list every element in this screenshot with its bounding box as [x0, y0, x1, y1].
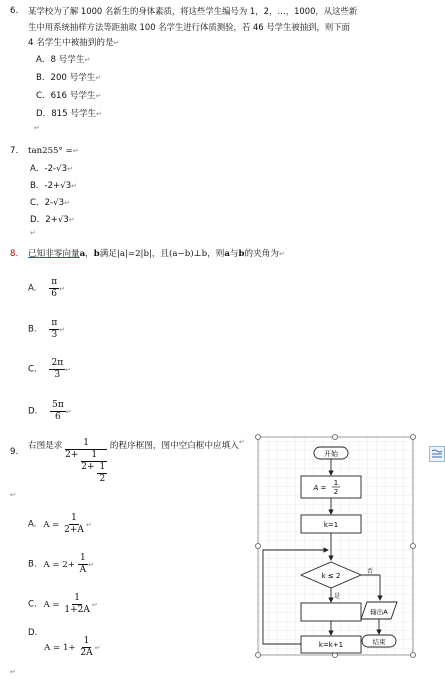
nested-fraction: 1 2+ 1 2+ $\frac{1}{2}$ — [65, 438, 106, 484]
flow-end-label: 结束 — [372, 638, 386, 646]
q6-option-c: C．616 号学生↵ — [36, 91, 102, 101]
q6-number: 6. — [10, 6, 19, 16]
q6-option-b: B．200 号学生↵ — [36, 73, 102, 83]
flow-assign-num: 1 — [333, 479, 339, 487]
fraction: $\frac{5\pi}{6}$ — [52, 400, 64, 422]
q8-option-a: A. $\frac{\pi}{6}$ ↵ — [28, 277, 65, 299]
flowchart[interactable] — [250, 432, 422, 662]
fraction: $\frac{\pi}{3}$ — [51, 318, 58, 340]
flow-blank-box — [301, 603, 361, 621]
flow-condition-label: k ≤ 2 — [321, 572, 341, 580]
fraction: $\frac{\pi}{6}$ — [51, 277, 58, 299]
q7-option-c: C．2-√3↵ — [30, 198, 70, 208]
q8-option-c: C. $\frac{2\pi}{3}$ ↵ — [28, 358, 71, 380]
q8-stem: 已知非零向量a，b满足|a|=2|b|，且(a−b)⊥b，则a与b的夹角为↵ — [28, 249, 285, 259]
q9-option-a: A. A = $\frac{1}{2+A}$ ↵ — [28, 513, 92, 535]
q7-stem: tan255° =↵ — [28, 146, 79, 156]
q6-line3-text: 4 名学生中被抽到的是 — [28, 38, 114, 48]
q9-number: 9. — [10, 447, 19, 457]
para-mark: ↵ — [10, 491, 16, 499]
flow-output-label: 输出A — [370, 608, 388, 616]
q6-option-d: D．815 号学生↵ — [36, 109, 103, 119]
q9-option-d: D. A = 1+ $\frac{1}{2A}$ $_↵$ — [28, 628, 101, 658]
para-mark: ↵ — [30, 229, 36, 237]
q6-line2: 生中用系统抽样方法等距抽取 100 名学生进行体质测验，若 46 号学生被抽到，则下面 — [28, 22, 351, 32]
flowchart-grid — [258, 437, 413, 655]
q8-option-b: B. $\frac{\pi}{3}$ ↵ — [28, 318, 66, 340]
q7-option-a: A．-2-√3↵ — [30, 164, 73, 174]
q6-line1: 某学校为了解 1000 名新生的身体素质，将这些学生编号为 1，2，…，1000，从这些新 — [28, 6, 358, 16]
flow-start-label: 开始 — [324, 450, 338, 458]
q8-option-d: D. $\frac{5\pi}{6}$ ↵ — [28, 400, 72, 422]
q6-line3 — [28, 35, 119, 51]
para-mark: ↵ — [34, 124, 40, 132]
q9-stem: 右图是求 1 2+ 1 2+ $\frac{1}{2}$ 的程序框图，图中空白框中应填入↵ — [28, 438, 245, 484]
q7-option-d: D．2+√3↵ — [30, 215, 75, 225]
layout-options-icon[interactable] — [429, 446, 445, 462]
q6-option-a: A．8 号学生↵ — [36, 55, 91, 65]
q8-number: 8. — [10, 249, 19, 259]
flow-yes-label: 是 — [334, 593, 341, 600]
para-mark: ↵ — [10, 668, 16, 676]
flow-increment-label: k=k+1 — [318, 641, 344, 649]
layout-options-glyph — [430, 447, 444, 461]
flow-assign-lhs: A = — [313, 484, 327, 492]
fraction: $\frac{2\pi}{3}$ — [51, 358, 64, 380]
flow-assign-a — [301, 476, 361, 498]
flow-init-k-label: k=1 — [323, 521, 339, 529]
q7-option-b: B．-2+√3↵ — [30, 181, 78, 191]
q7-number: 7. — [10, 146, 19, 156]
q9-option-b: B. A = 2+ $\frac{1}{A}$ ↵ — [28, 553, 95, 575]
q9-option-c: C. A = $\frac{1}{1+2A}$ ↵ — [28, 593, 98, 615]
flow-no-label: 否 — [367, 568, 374, 575]
para-mark: ↵ — [113, 39, 120, 47]
flow-assign-den: 2 — [333, 488, 339, 496]
